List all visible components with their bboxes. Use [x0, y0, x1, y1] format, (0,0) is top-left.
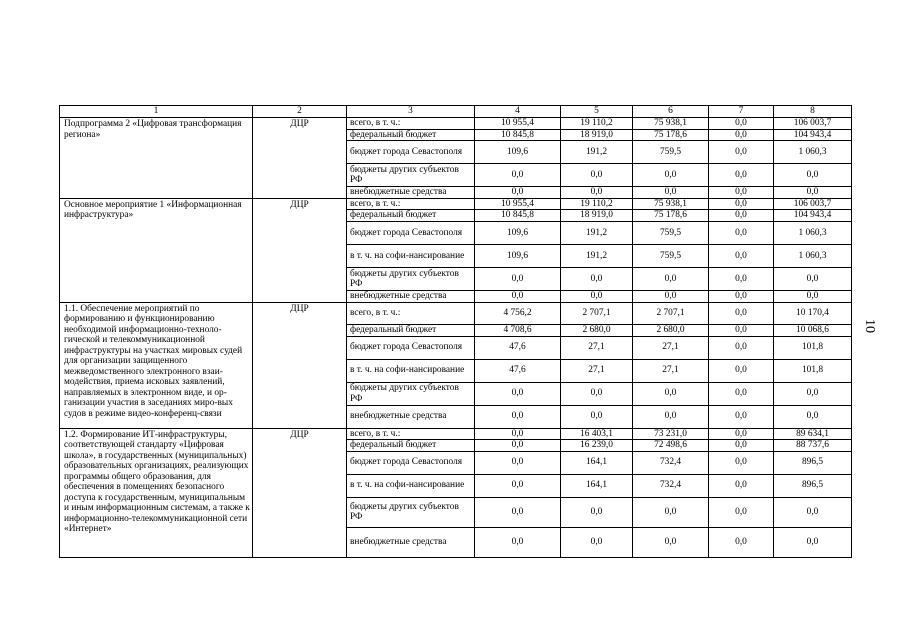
amount-cell: 10 955,4	[475, 198, 561, 210]
amount-cell: 0,0	[709, 405, 774, 428]
amount-cell: 0,0	[633, 405, 709, 428]
amount-cell: 109,6	[475, 245, 561, 268]
amount-cell: 0,0	[475, 187, 561, 199]
amount-cell: 0,0	[709, 324, 774, 336]
funding-source-cell: федеральный бюджет	[347, 440, 475, 452]
column-header: 6	[633, 106, 709, 118]
program-name-cell: Основное мероприятие 1 «Информационная инфраструктура»	[60, 198, 253, 302]
amount-cell: 0,0	[709, 129, 774, 141]
amount-cell: 896,5	[774, 474, 852, 497]
table-row	[60, 428, 852, 440]
funding-source-cell: бюджет города Севастополя	[347, 336, 475, 359]
amount-cell: 732,4	[633, 474, 709, 497]
amount-cell: 0,0	[475, 382, 561, 405]
amount-cell: 0,0	[774, 497, 852, 527]
column-header: 1	[60, 106, 253, 118]
amount-cell: 104 943,4	[774, 129, 852, 141]
page-number: 10	[862, 319, 877, 333]
amount-cell: 0,0	[709, 198, 774, 210]
amount-cell: 27,1	[633, 359, 709, 382]
funding-source-cell: внебюджетные средства	[347, 527, 475, 557]
column-header: 8	[774, 106, 852, 118]
amount-cell: 27,1	[633, 336, 709, 359]
amount-cell: 10 170,4	[774, 302, 852, 324]
amount-cell: 0,0	[633, 497, 709, 527]
amount-cell: 0,0	[561, 405, 633, 428]
table-row	[60, 118, 852, 130]
amount-cell: 10 068,6	[774, 324, 852, 336]
program-name-cell: Подпрограмма 2 «Цифровая трансформация региона»	[60, 118, 253, 199]
program-name-cell: 1.2. Формирование ИТ-инфраструктуры, соответствующей стандарту «Цифровая школа», в государственных (муниципальных) образовательных организациях, реализующих программы общего образования, для обеспечения в помещениях безопасного доступа к государственным, муниципальным и иным информационным системам, а также к информационно-телекоммуникационной сети «Интернет»	[60, 428, 253, 557]
amount-cell: 0,0	[475, 527, 561, 557]
amount-cell: 0,0	[709, 440, 774, 452]
amount-cell: 0,0	[475, 405, 561, 428]
amount-cell: 0,0	[709, 527, 774, 557]
amount-cell: 0,0	[475, 474, 561, 497]
amount-cell: 19 110,2	[561, 198, 633, 210]
amount-cell: 191,2	[561, 222, 633, 245]
amount-cell: 0,0	[633, 268, 709, 291]
amount-cell: 10 955,4	[475, 118, 561, 130]
amount-cell: 191,2	[561, 245, 633, 268]
amount-cell: 0,0	[633, 164, 709, 187]
header-row	[60, 106, 852, 118]
amount-cell: 0,0	[475, 164, 561, 187]
amount-cell: 0,0	[475, 428, 561, 440]
funding-source-cell: внебюджетные средства	[347, 405, 475, 428]
amount-cell: 0,0	[709, 336, 774, 359]
amount-cell: 0,0	[709, 428, 774, 440]
amount-cell: 759,5	[633, 222, 709, 245]
funding-source-cell: бюджеты других субъектов РФ	[347, 382, 475, 405]
amount-cell: 2 707,1	[561, 302, 633, 324]
table-row	[60, 198, 852, 210]
column-header: 3	[347, 106, 475, 118]
funding-source-cell: федеральный бюджет	[347, 324, 475, 336]
amount-cell: 47,6	[475, 336, 561, 359]
amount-cell: 106 003,7	[774, 198, 852, 210]
executor-cell: ДЦР	[253, 118, 347, 199]
amount-cell: 16 403,1	[561, 428, 633, 440]
funding-source-cell: бюджеты других субъектов РФ	[347, 497, 475, 527]
amount-cell: 4 756,2	[475, 302, 561, 324]
amount-cell: 75 178,6	[633, 129, 709, 141]
amount-cell: 75 938,1	[633, 118, 709, 130]
amount-cell: 0,0	[561, 164, 633, 187]
funding-source-cell: федеральный бюджет	[347, 129, 475, 141]
amount-cell: 0,0	[475, 268, 561, 291]
amount-cell: 0,0	[709, 302, 774, 324]
amount-cell: 164,1	[561, 451, 633, 474]
column-header: 4	[475, 106, 561, 118]
amount-cell: 0,0	[774, 187, 852, 199]
amount-cell: 2 680,0	[561, 324, 633, 336]
amount-cell: 191,2	[561, 141, 633, 164]
amount-cell: 106 003,7	[774, 118, 852, 130]
amount-cell: 109,6	[475, 141, 561, 164]
funding-source-cell: всего, в т. ч.:	[347, 118, 475, 130]
funding-source-cell: бюджет города Севастополя	[347, 141, 475, 164]
amount-cell: 1 060,3	[774, 245, 852, 268]
amount-cell: 759,5	[633, 141, 709, 164]
amount-cell: 896,5	[774, 451, 852, 474]
amount-cell: 75 178,6	[633, 210, 709, 222]
amount-cell: 101,8	[774, 359, 852, 382]
amount-cell: 0,0	[709, 222, 774, 245]
amount-cell: 0,0	[633, 382, 709, 405]
amount-cell: 18 919,0	[561, 129, 633, 141]
column-header: 2	[253, 106, 347, 118]
amount-cell: 0,0	[475, 497, 561, 527]
column-header: 7	[709, 106, 774, 118]
amount-cell: 0,0	[709, 474, 774, 497]
amount-cell: 27,1	[561, 359, 633, 382]
executor-cell: ДЦР	[253, 302, 347, 428]
table-row	[60, 302, 852, 324]
funding-source-cell: внебюджетные средства	[347, 291, 475, 303]
amount-cell: 18 919,0	[561, 210, 633, 222]
funding-source-cell: бюджеты других субъектов РФ	[347, 164, 475, 187]
funding-source-cell: бюджет города Севастополя	[347, 222, 475, 245]
amount-cell: 0,0	[709, 451, 774, 474]
amount-cell: 72 498,6	[633, 440, 709, 452]
amount-cell: 0,0	[475, 451, 561, 474]
amount-cell: 0,0	[709, 359, 774, 382]
amount-cell: 27,1	[561, 336, 633, 359]
funding-source-cell: всего, в т. ч.:	[347, 302, 475, 324]
amount-cell: 0,0	[475, 291, 561, 303]
amount-cell: 104 943,4	[774, 210, 852, 222]
executor-cell: ДЦР	[253, 428, 347, 557]
amount-cell: 0,0	[709, 164, 774, 187]
amount-cell: 0,0	[561, 187, 633, 199]
amount-cell: 164,1	[561, 474, 633, 497]
column-header: 5	[561, 106, 633, 118]
amount-cell: 0,0	[709, 497, 774, 527]
amount-cell: 0,0	[709, 118, 774, 130]
funding-source-cell: бюджет города Севастополя	[347, 451, 475, 474]
amount-cell: 0,0	[633, 527, 709, 557]
budget-table	[59, 105, 852, 558]
funding-source-cell: в т. ч. на софи-нансирование	[347, 245, 475, 268]
amount-cell: 0,0	[774, 405, 852, 428]
amount-cell: 0,0	[709, 268, 774, 291]
amount-cell: 1 060,3	[774, 222, 852, 245]
amount-cell: 0,0	[561, 291, 633, 303]
amount-cell: 4 708,6	[475, 324, 561, 336]
amount-cell: 0,0	[774, 164, 852, 187]
amount-cell: 0,0	[709, 187, 774, 199]
funding-source-cell: всего, в т. ч.:	[347, 198, 475, 210]
funding-source-cell: в т. ч. на софи-нансирование	[347, 474, 475, 497]
amount-cell: 0,0	[709, 210, 774, 222]
amount-cell: 0,0	[709, 141, 774, 164]
amount-cell: 88 737,6	[774, 440, 852, 452]
amount-cell: 0,0	[561, 497, 633, 527]
amount-cell: 89 634,1	[774, 428, 852, 440]
funding-source-cell: федеральный бюджет	[347, 210, 475, 222]
amount-cell: 0,0	[561, 268, 633, 291]
amount-cell: 0,0	[774, 268, 852, 291]
amount-cell: 47,6	[475, 359, 561, 382]
funding-source-cell: в т. ч. на софи-нансирование	[347, 359, 475, 382]
amount-cell: 0,0	[774, 291, 852, 303]
program-name-cell: 1.1. Обеспечение мероприятий по формированию и функционированию необходимой информационно-техноло-гической и телекоммуникационной инфраструктуры на участках мировых судей для организации защищенного межведомственного электронного взаи-модействия, приема исковых заявлений, направляемых в электронном виде, и ор-ганизации участия в заседаниях миро-вых судов в режиме видео-конференц-связи	[60, 302, 253, 428]
amount-cell: 16 239,0	[561, 440, 633, 452]
amount-cell: 75 938,1	[633, 198, 709, 210]
amount-cell: 0,0	[633, 291, 709, 303]
amount-cell: 732,4	[633, 451, 709, 474]
amount-cell: 0,0	[561, 527, 633, 557]
amount-cell: 10 845,8	[475, 210, 561, 222]
amount-cell: 19 110,2	[561, 118, 633, 130]
amount-cell: 2 680,0	[633, 324, 709, 336]
amount-cell: 1 060,3	[774, 141, 852, 164]
amount-cell: 0,0	[475, 440, 561, 452]
amount-cell: 109,6	[475, 222, 561, 245]
amount-cell: 0,0	[561, 382, 633, 405]
amount-cell: 0,0	[774, 382, 852, 405]
funding-source-cell: всего, в т. ч.:	[347, 428, 475, 440]
amount-cell: 0,0	[633, 187, 709, 199]
funding-source-cell: бюджеты других субъектов РФ	[347, 268, 475, 291]
amount-cell: 10 845,8	[475, 129, 561, 141]
amount-cell: 2 707,1	[633, 302, 709, 324]
amount-cell: 0,0	[709, 291, 774, 303]
executor-cell: ДЦР	[253, 198, 347, 302]
amount-cell: 759,5	[633, 245, 709, 268]
amount-cell: 0,0	[709, 245, 774, 268]
funding-source-cell: внебюджетные средства	[347, 187, 475, 199]
amount-cell: 73 231,0	[633, 428, 709, 440]
amount-cell: 0,0	[709, 382, 774, 405]
amount-cell: 101,8	[774, 336, 852, 359]
amount-cell: 0,0	[774, 527, 852, 557]
